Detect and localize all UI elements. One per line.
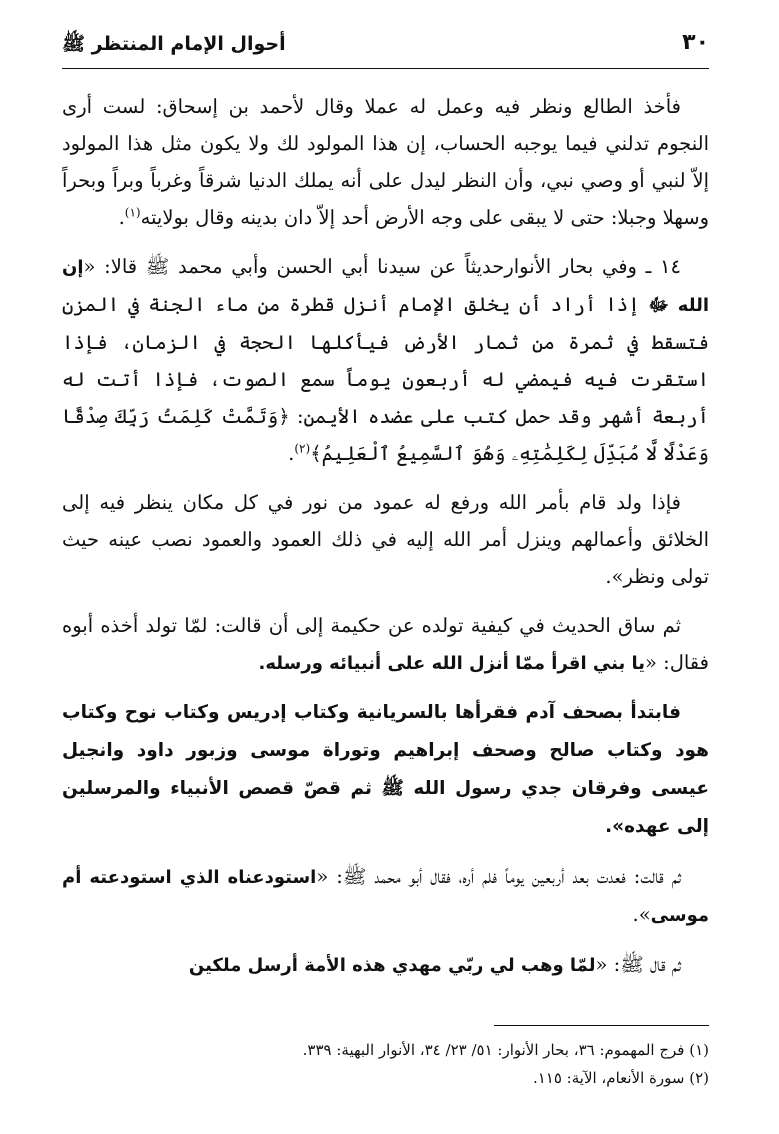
- bold-quote: إن الله ﷻ: [62, 257, 709, 316]
- main-text: [62, 88, 709, 996]
- footnote-divider: [494, 1025, 709, 1026]
- text-run: إذا أراد أن يخلق الإمام أنزل قطرة من ماء الجنة في المزن فتسقط في ثمرة من ثمار الأرض فيأكلها الحجة في الزمان، فإذا استقرت فيه فيمضي له أربعون يوماً سمع الصوت، فإذا أتت له أربعة أشهر وقد حمل كتب على عضده الأيمن: ﴿وَتَمَّتْ كَلِمَتُ رَبِّكَ صِدْقًا وَعَدْلًا لَّا مُبَدِّلَ لِكَلِمَٰتِهِۦ وَهُوَ ٱلسَّمِيعُ ٱلْعَلِيمُ﴾: [62, 293, 709, 465]
- paragraph-4: [62, 607, 709, 682]
- running-header: [62, 22, 709, 69]
- paragraph-3: [62, 484, 709, 595]
- footnotes: [62, 1036, 709, 1092]
- text-run: ثم قال ﷺ: «: [595, 953, 681, 976]
- footnote-marker: (٢): [294, 441, 311, 456]
- footnote-marker: (١): [124, 205, 141, 220]
- text-run: .: [288, 442, 295, 465]
- text-run: فابتدأ بصحف آدم فقرأها بالسريانية وكتاب إدريس وكتاب نوح وكتاب هود وكتاب صالح وصحف إبراهيم وتوراة موسى وزبور داود وانجيل عيسى وفرقان جدي رسول الله ﷺ ثم قصّ قصص الأنبياء والمرسلين إلى عهده».: [62, 702, 709, 837]
- header-title: أحوال الإمام المنتظر ﷺ: [62, 33, 286, 55]
- footnote-1: (١) فرج المهموم: ٣٦، بحار الأنوار: ٥١/ ٢٣/ ٣٤، الأنوار البهية: ٣٣٩.: [302, 1041, 709, 1059]
- text-run: ١٤ ـ وفي بحار الأنوارحديثاً عن سيدنا أبي الحسن وأبي محمد ﷺ قالا: «: [83, 255, 681, 278]
- paragraph-7: [62, 946, 709, 984]
- bold-quote: استودعناه الذي استودعته أم موسى: [62, 867, 709, 926]
- paragraph-2: [62, 248, 709, 472]
- text-run: ».: [632, 903, 651, 926]
- page-number: ٣٠: [682, 30, 709, 55]
- footnote-2: (٢) سورة الأنعام، الآية: ١١٥.: [532, 1069, 709, 1087]
- text-run: ثم قالت: فعدت بعد أربعين يوماً فلم أره، فقال أبو محمد ﷺ: «: [316, 865, 681, 888]
- paragraph-6: [62, 858, 709, 934]
- bold-quote: لمّا وهب لي ربّي مهدي هذه الأمة أرسل ملكين: [188, 955, 596, 976]
- text-run: فإذا ولد قام بأمر الله ورفع له عمود من نور في كل مكان ينظر فيه إلى الخلائق وأعمالهم وينزل أمر الله إليه في ذلك العمود والعمود نصب عينه حيث تولى ونظر».: [62, 491, 709, 588]
- paragraph-5: [62, 694, 709, 846]
- bold-quote: يا بني اقرأ ممّا أنزل الله على أنبيائه ورسله.: [258, 653, 645, 674]
- text-run: .: [118, 206, 125, 229]
- paragraph-1: [62, 88, 709, 236]
- text-run: فأخذ الطالع ونظر فيه وعمل له عملا وقال لأحمد بن إسحاق: لست أرى النجوم تدلني فيما يوجبه الحساب، إن هذا المولود لك ولا يكون مثل هذا المولود إلاّ لنبي أو وصي نبي، وأن النظر ليدل على أنه يملك الدنيا شرقاً وغرباً وبراً وبحراً وسهلا وجبلا: حتى لا يبقى على وجه الأرض أحد إلاّ دان بدينه وقال بولايته: [62, 95, 709, 229]
- text-run: ثم ساق الحديث في كيفية تولده عن حكيمة إلى أن قالت: لمّا تولد أخذه أبوه فقال: «: [62, 614, 709, 674]
